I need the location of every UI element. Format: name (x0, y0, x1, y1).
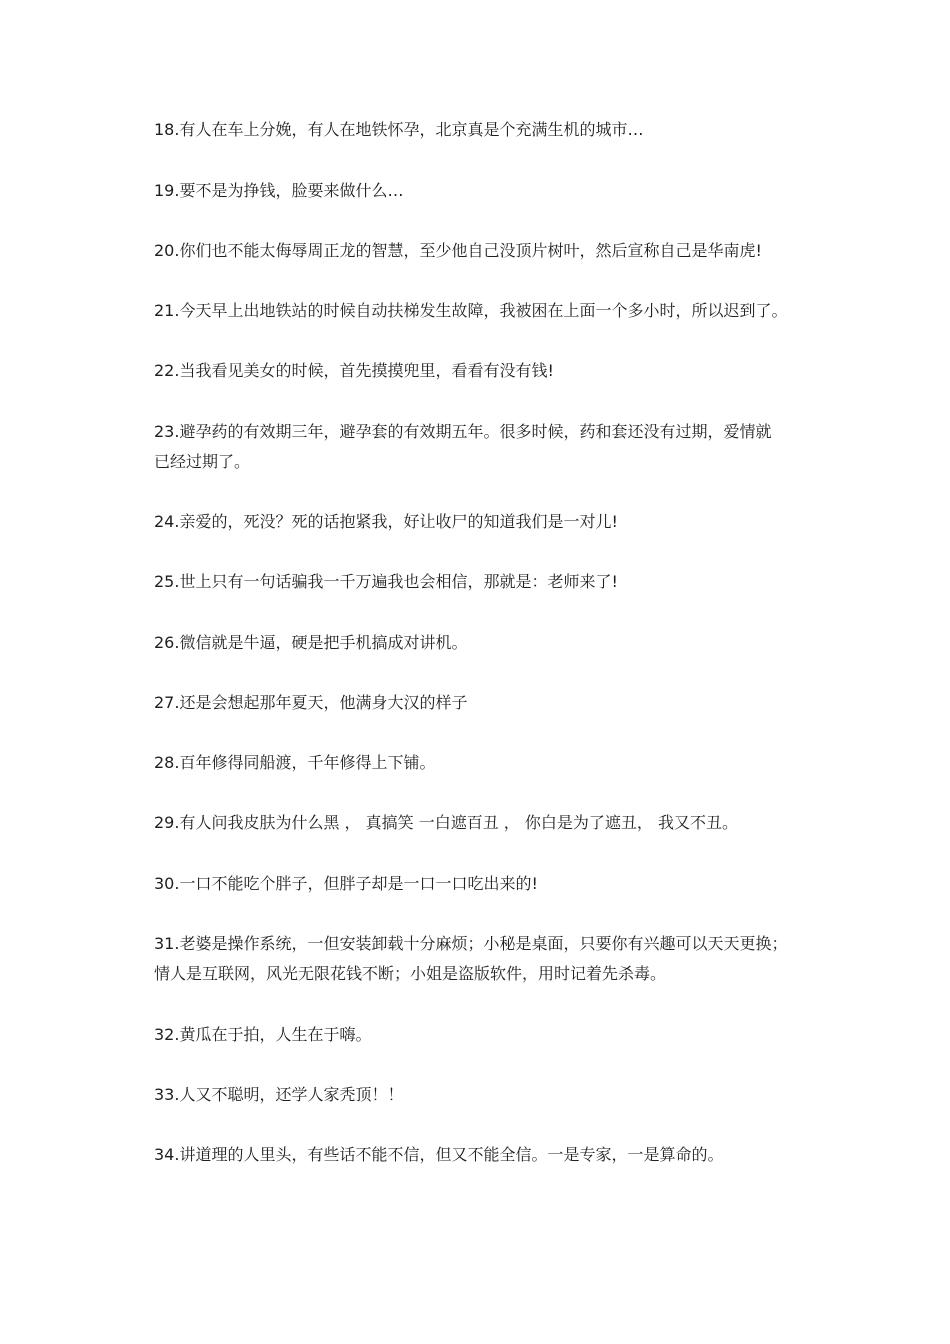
entry-21: 21.今天早上出地铁站的时候自动扶梯发生故障，我被困在上面一个多小时，所以迟到了。 (154, 301, 788, 320)
entry-24: 24.亲爱的，死没？死的话抱紧我，好让收尸的知道我们是一对儿! (154, 512, 618, 531)
entry-26: 26.微信就是牛逼，硬是把手机搞成对讲机。 (154, 633, 468, 652)
entry-29: 29.有人问我皮肤为什么黑 ， 真搞笑 一白遮百丑 ， 你白是为了遮丑， 我又不丑。 (154, 813, 738, 832)
entry-33: 33.人又不聪明，还学人家秃顶！！ (154, 1085, 404, 1104)
entry-25: 25.世上只有一句话骗我一千万遍我也会相信，那就是：老师来了! (154, 572, 618, 591)
entry-31-line-1: 31.老婆是操作系统，一但安装卸载十分麻烦；小秘是桌面，只要你有兴趣可以天天更换； (154, 934, 788, 953)
entry-19: 19.要不是为挣钱，脸要来做什么… (154, 181, 404, 200)
entry-30: 30.一口不能吃个胖子，但胖子却是一口一口吃出来的! (154, 874, 538, 893)
entry-34: 34.讲道理的人里头，有些话不能不信，但又不能全信。一是专家，一是算命的。 (154, 1145, 724, 1164)
entry-32: 32.黄瓜在于拍，人生在于嗨。 (154, 1025, 372, 1044)
entry-27: 27.还是会想起那年夏天，他满身大汉的样子 (154, 693, 468, 712)
entry-23-line-2: 已经过期了。 (154, 452, 251, 471)
entry-28: 28.百年修得同船渡，千年修得上下铺。 (154, 753, 436, 772)
entry-23-line-1: 23.避孕药的有效期三年，避孕套的有效期五年。很多时候，药和套还没有过期，爱情就 (154, 422, 772, 441)
entry-31-line-2: 情人是互联网，风光无限花钱不断；小姐是盗版软件，用时记着先杀毒。 (154, 964, 667, 983)
entry-20: 20.你们也不能太侮辱周正龙的智慧，至少他自己没顶片树叶，然后宣称自己是华南虎! (154, 241, 762, 260)
entry-22: 22.当我看见美女的时候，首先摸摸兜里，看看有没有钱! (154, 361, 554, 380)
entry-18: 18.有人在车上分娩，有人在地铁怀孕，北京真是个充满生机的城市… (154, 120, 644, 139)
